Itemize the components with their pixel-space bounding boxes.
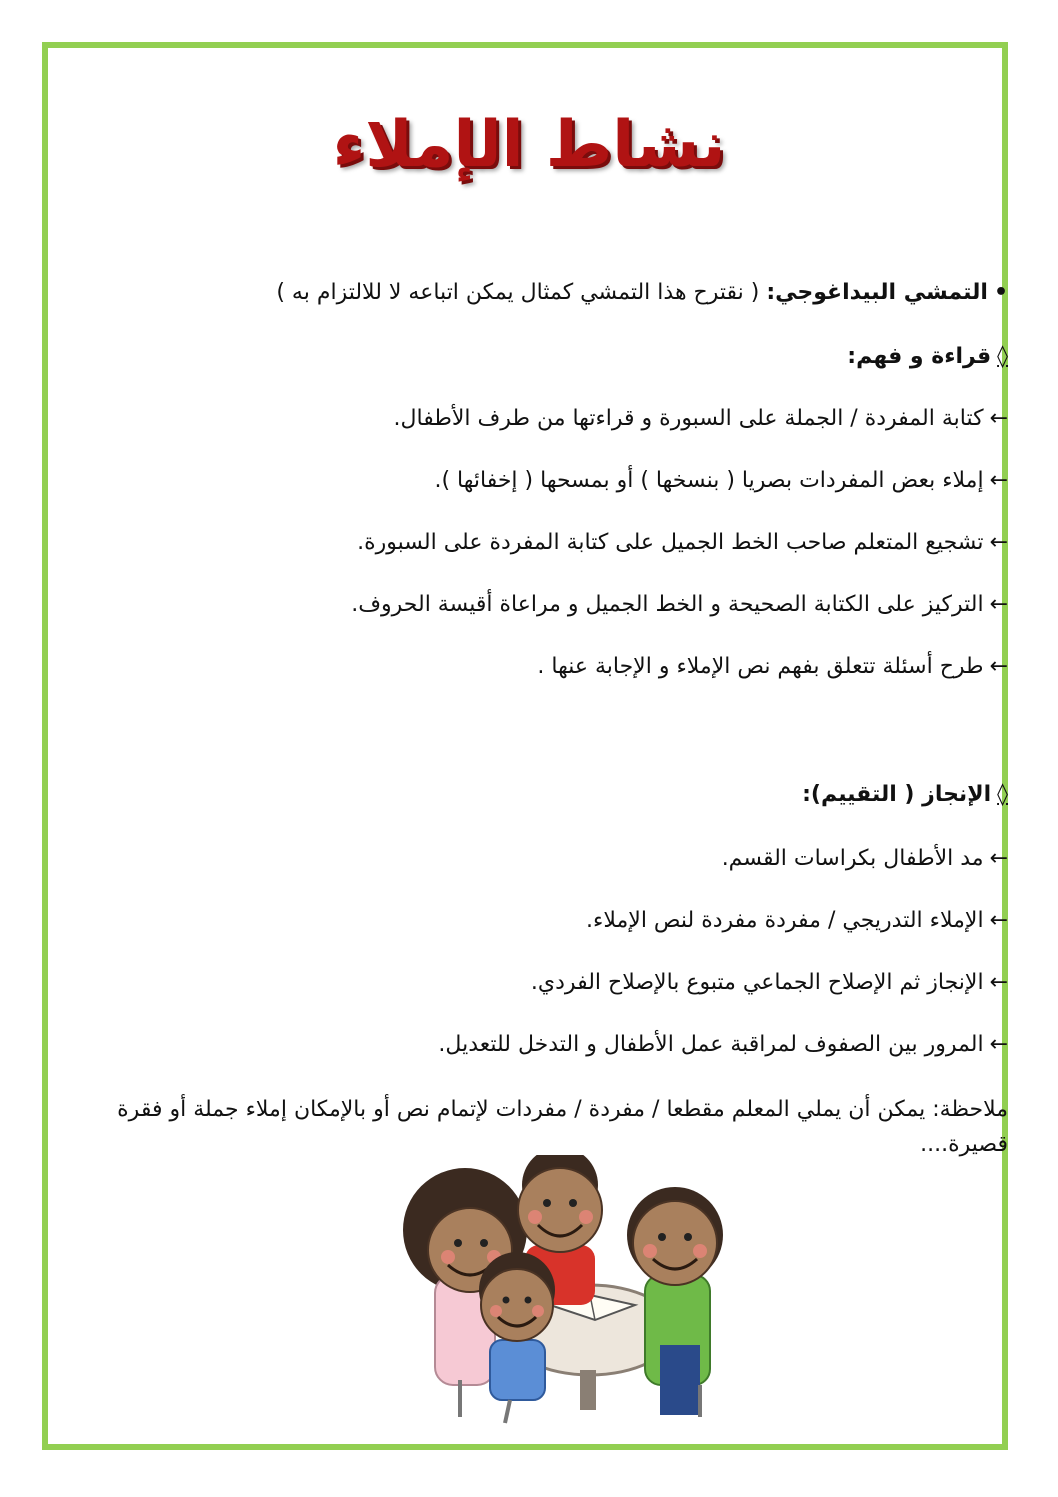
children-reading-illustration [400,1155,730,1425]
list-item [537,652,1008,682]
note-paragraph: ملاحظة: يمكن أن يملي المعلم مقطعا / مفردة / مفردات لإتمام نص أو بالإمكان إملاء جملة أو فقرة قصيرة.... [117,1097,1008,1158]
list-item [531,968,1008,998]
list-item [722,844,1008,874]
arrow-icon: ← [989,970,1008,995]
arrow-icon: ← [989,1032,1008,1057]
page-title: نشاط الإملاء [332,108,726,182]
arrow-icon: ← [989,846,1008,871]
section2-heading-text: الإنجاز ( التقييم): [802,782,992,807]
list-item-text: كتابة المفردة / الجملة على السبورة و قراءتها من طرف الأطفال. [393,406,984,431]
list-item-text: مد الأطفال بكراسات القسم. [721,846,984,871]
list-item [357,528,1008,558]
list-item-text: التركيز على الكتابة الصحيحة و الخط الجميل و مراعاة أقيسة الحروف. [351,592,984,617]
arrow-icon: ← [989,592,1008,617]
list-item [434,466,1008,496]
bullet-icon: • [993,280,1008,305]
diamond-icon: ◊ [997,344,1008,369]
diamond-icon: ◊ [997,782,1008,807]
list-item [586,906,1008,936]
approach-line [276,278,1008,308]
list-item-text: المرور بين الصفوف لمراقبة عمل الأطفال و التدخل للتعديل. [438,1032,984,1057]
list-item-text: طرح أسئلة تتعلق بفهم نص الإملاء و الإجابة عنها . [537,654,984,679]
arrow-icon: ← [989,654,1008,679]
arrow-icon: ← [989,908,1008,933]
list-item [394,404,1008,434]
list-item [351,590,1008,620]
approach-text: ( نقترح هذا التمشي كمثال يمكن اتباعه لا للالتزام به ) [276,280,767,305]
arrow-icon: ← [989,406,1008,431]
arrow-icon: ← [989,468,1008,493]
section1-heading-text: قراءة و فهم: [847,344,992,369]
list-item-text: الإملاء التدريجي / مفردة مفردة لنص الإملاء. [586,908,984,933]
list-item-text: الإنجاز ثم الإصلاح الجماعي متبوع بالإصلاح الفردي. [530,970,984,995]
section1-heading [847,342,1008,372]
list-item [438,1030,1008,1060]
list-item-text: تشجيع المتعلم صاحب الخط الجميل على كتابة المفردة على السبورة. [357,530,984,555]
arrow-icon: ← [989,530,1008,555]
section2-heading [802,780,1008,810]
approach-label: التمشي البيداغوجي: [766,280,988,305]
list-item-text: إملاء بعض المفردات بصريا ( بنسخها ) أو بمسحها ( إخفائها ). [434,468,984,493]
